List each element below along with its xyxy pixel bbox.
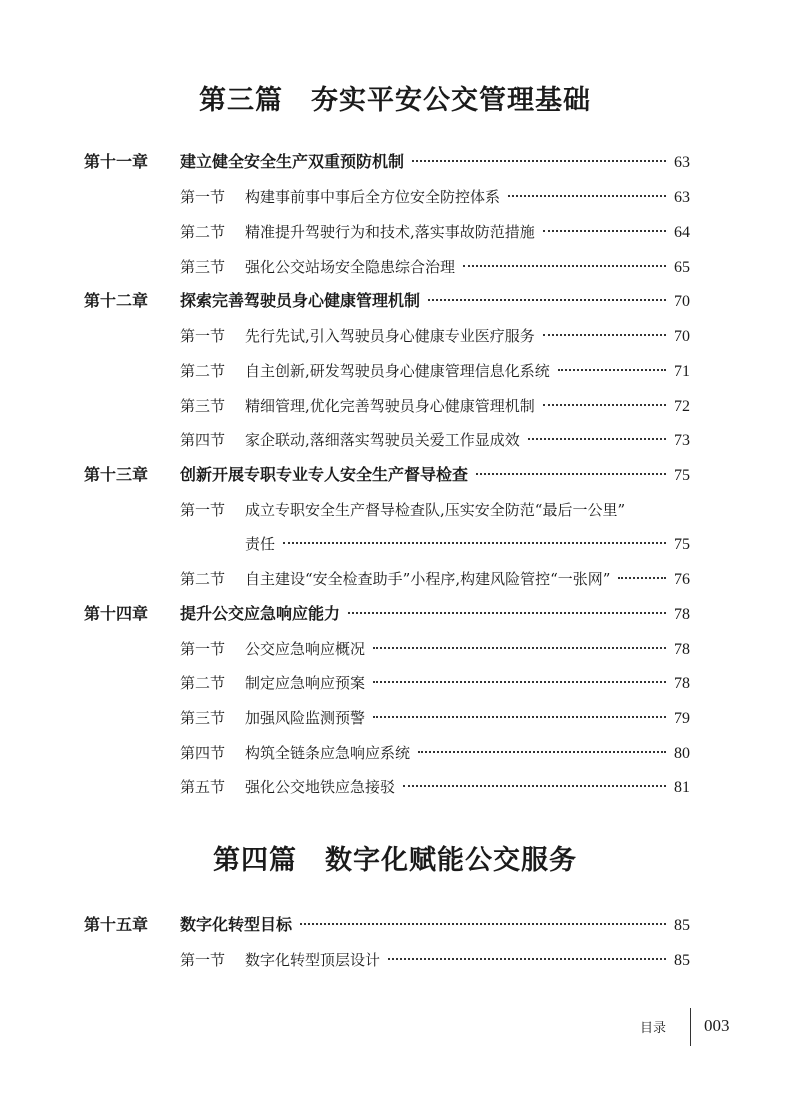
section-title: 强化公交地铁应急接驳	[245, 778, 396, 796]
section-title: 精准提升驾驶行为和技术,落实事故防范措施	[245, 223, 535, 241]
chapter-label: 第十三章	[84, 465, 149, 484]
page-number: 71	[674, 363, 690, 380]
section-title: 成立专职安全生产督导检查队,压实安全防范“最后一公里”	[245, 501, 626, 519]
section-title: 构建事前事中事后全方位安全防控体系	[245, 188, 501, 206]
page-number: 64	[674, 224, 690, 241]
toc-section[interactable]	[180, 219, 690, 245]
page-number: 79	[674, 710, 690, 727]
toc-chapter[interactable]	[84, 601, 690, 627]
toc-section[interactable]	[180, 427, 690, 453]
section-label: 第一节	[180, 640, 226, 658]
footer-page-number: 003	[704, 1016, 730, 1035]
section-label: 第五节	[180, 778, 226, 796]
section-label: 第一节	[180, 327, 226, 345]
page-number: 73	[674, 432, 690, 449]
page-number: 78	[674, 606, 690, 623]
chapter-label: 第十二章	[84, 291, 149, 310]
leader-dots	[403, 785, 666, 787]
leader-dots	[412, 160, 666, 162]
toc-chapter[interactable]	[84, 288, 690, 314]
section-title: 自主建设“安全检查助手”小程序,构建风险管控“一张网”	[245, 570, 611, 588]
page-number: 65	[674, 259, 690, 276]
leader-dots	[388, 958, 666, 960]
page-number: 78	[674, 641, 690, 658]
leader-dots	[373, 647, 666, 649]
part-number: 第三篇	[199, 85, 283, 116]
toc-section[interactable]	[180, 774, 690, 800]
toc-section[interactable]	[180, 254, 690, 280]
section-label: 第三节	[180, 709, 226, 727]
section-title-continuation: 责任	[245, 535, 276, 553]
leader-dots	[618, 577, 666, 579]
leader-dots	[558, 369, 666, 371]
toc-chapter[interactable]	[84, 912, 690, 938]
section-title: 自主创新,研发驾驶员身心健康管理信息化系统	[245, 362, 550, 380]
page-number: 78	[674, 675, 690, 692]
chapter-title: 探索完善驾驶员身心健康管理机制	[180, 291, 421, 310]
part-title	[0, 78, 790, 117]
section-label: 第三节	[180, 258, 226, 276]
chapter-title: 建立健全安全生产双重预防机制	[180, 152, 405, 171]
toc-section[interactable]	[180, 705, 690, 731]
page-number: 63	[674, 154, 690, 171]
leader-dots	[300, 923, 666, 925]
toc-section[interactable]	[180, 393, 690, 419]
chapter-label: 第十五章	[84, 915, 149, 934]
section-title: 加强风险监测预警	[245, 709, 366, 727]
footer-label: 目录	[640, 1021, 667, 1036]
page-number: 72	[674, 398, 690, 415]
section-label: 第二节	[180, 674, 226, 692]
toc-section[interactable]	[180, 947, 690, 973]
toc-chapter[interactable]	[84, 462, 690, 488]
section-title: 先行先试,引入驾驶员身心健康专业医疗服务	[245, 327, 535, 345]
part-title	[0, 838, 790, 877]
page-number: 80	[674, 745, 690, 762]
leader-dots	[418, 751, 666, 753]
toc-section[interactable]	[180, 358, 690, 384]
section-title: 精细管理,优化完善驾驶员身心健康管理机制	[245, 397, 535, 415]
leader-dots	[348, 612, 666, 614]
page-number: 76	[674, 571, 690, 588]
leader-dots	[283, 542, 666, 544]
toc-section[interactable]	[180, 740, 690, 766]
section-label: 第一节	[180, 501, 226, 519]
page-number: 85	[674, 952, 690, 969]
leader-dots	[476, 473, 666, 475]
section-title: 构筑全链条应急响应系统	[245, 744, 411, 762]
footer-divider	[690, 1008, 691, 1046]
chapter-title: 创新开展专职专业专人安全生产督导检查	[180, 465, 469, 484]
leader-dots	[508, 195, 666, 197]
part-name: 数字化赋能公交服务	[325, 845, 577, 876]
section-label: 第二节	[180, 223, 226, 241]
leader-dots	[428, 299, 666, 301]
toc-section[interactable]	[180, 566, 690, 592]
section-label: 第三节	[180, 397, 226, 415]
leader-dots	[543, 230, 666, 232]
part-number: 第四篇	[213, 845, 297, 876]
section-title: 强化公交站场安全隐患综合治理	[245, 258, 456, 276]
chapter-title: 提升公交应急响应能力	[180, 604, 341, 623]
part-name: 夯实平安公交管理基础	[311, 85, 591, 116]
leader-dots	[543, 404, 666, 406]
section-title: 公交应急响应概况	[245, 640, 366, 658]
section-title: 制定应急响应预案	[245, 674, 366, 692]
toc-section-continuation[interactable]	[245, 531, 690, 557]
section-label: 第二节	[180, 570, 226, 588]
page-number: 81	[674, 779, 690, 796]
toc-section[interactable]	[180, 497, 690, 523]
section-label: 第一节	[180, 188, 226, 206]
page-number: 75	[674, 467, 690, 484]
page-number: 63	[674, 189, 690, 206]
leader-dots	[463, 265, 666, 267]
toc-section[interactable]	[180, 184, 690, 210]
section-label: 第一节	[180, 951, 226, 969]
toc-section[interactable]	[180, 636, 690, 662]
page-number: 70	[674, 328, 690, 345]
chapter-label: 第十四章	[84, 604, 149, 623]
toc-chapter[interactable]	[84, 149, 690, 175]
toc-section[interactable]	[180, 670, 690, 696]
section-label: 第四节	[180, 431, 226, 449]
toc-section[interactable]	[180, 323, 690, 349]
page-number: 75	[674, 536, 690, 553]
section-label: 第二节	[180, 362, 226, 380]
leader-dots	[543, 334, 666, 336]
page-number: 70	[674, 293, 690, 310]
section-title: 家企联动,落细落实驾驶员关爱工作显成效	[245, 431, 520, 449]
leader-dots	[528, 438, 666, 440]
page-number: 85	[674, 917, 690, 934]
section-label: 第四节	[180, 744, 226, 762]
section-title: 数字化转型顶层设计	[245, 951, 381, 969]
leader-dots	[373, 716, 666, 718]
leader-dots	[373, 681, 666, 683]
chapter-title: 数字化转型目标	[180, 915, 293, 934]
chapter-label: 第十一章	[84, 152, 149, 171]
